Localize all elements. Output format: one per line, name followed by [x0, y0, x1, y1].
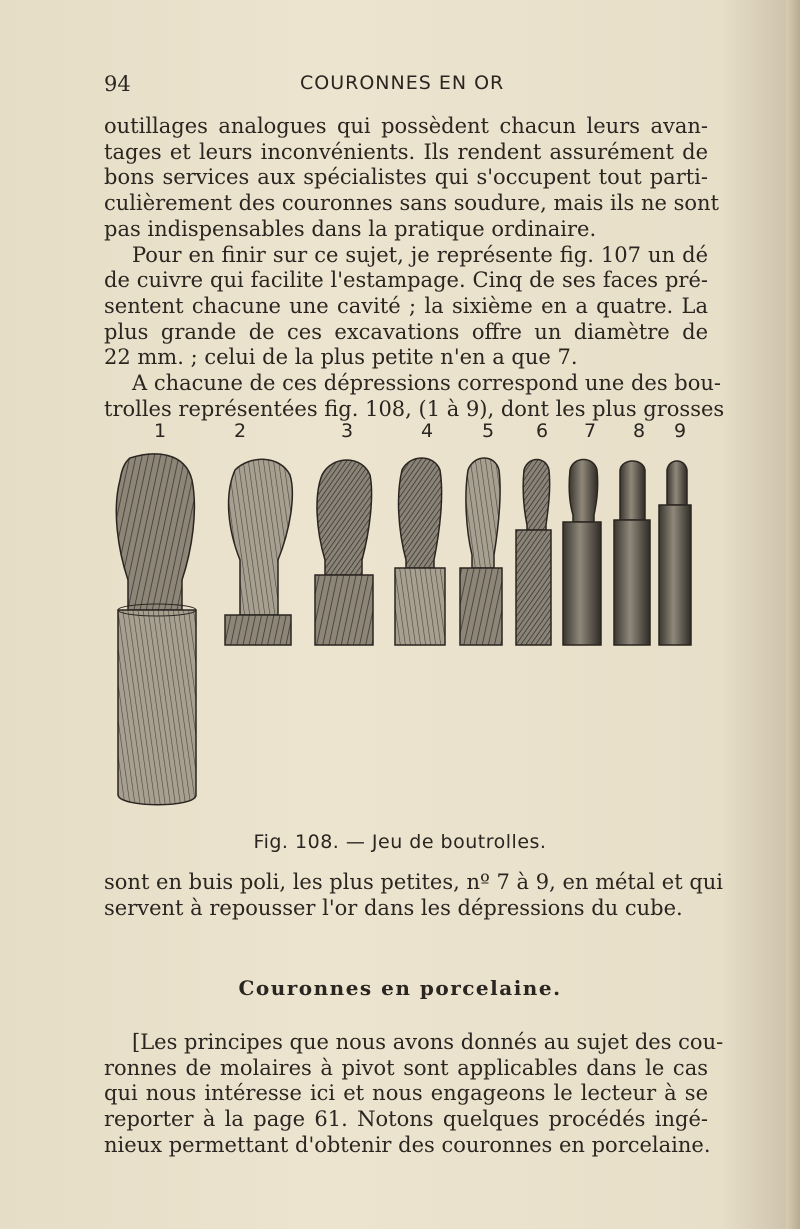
text-line: pas indispensables dans la pratique ordinaire.: [104, 216, 597, 241]
text-line: outillages analogues qui possèdent chacun leurs avan-: [104, 114, 708, 138]
text-line: nieux permettant d'obtenir des couronnes en porcelaine.: [104, 1132, 711, 1157]
text-block-top: [104, 114, 725, 422]
figure-number-label: 3: [340, 420, 354, 442]
text-line: plus grande de ces excavations offre un diamètre de: [104, 319, 708, 344]
text-line: ronnes de molaires à pivot sont applicables dans le cas: [104, 1055, 708, 1080]
figure-boutrolles: [100, 420, 710, 820]
boutrolle-1: [116, 454, 196, 805]
text-line: [Les principes que nous avons donnés au sujet des cou-: [132, 1030, 724, 1054]
figure-number-label: 5: [481, 420, 495, 442]
boutrolle-4: [395, 458, 445, 645]
section-heading: Couronnes en porcelaine.: [238, 976, 562, 1000]
figure-number-label: 1: [153, 420, 167, 442]
text-block-middle: [104, 870, 724, 921]
page-number: 94: [104, 72, 131, 96]
text-line: A chacune de ces dépressions correspond une des bou-: [132, 371, 722, 396]
text-line: Pour en finir sur ce sujet, je représente fig. 107 un dé: [132, 242, 708, 267]
boutrolle-7: [563, 460, 601, 646]
text-line: reporter à la page 61. Notons quelques procédés ingé-: [104, 1107, 708, 1132]
running-head: [104, 72, 708, 102]
figure-number-label: 7: [583, 420, 597, 442]
boutrolles-illustration: [100, 450, 710, 820]
text-line: servent à repousser l'or dans les dépressions du cube.: [104, 895, 683, 920]
figure-caption: Fig. 108. — Jeu de boutrolles.: [253, 831, 547, 853]
figure-number-label: 6: [535, 420, 549, 442]
figure-number-label: 4: [420, 420, 434, 442]
text-line: de cuivre qui facilite l'estampage. Cinq de ses faces pré-: [104, 268, 708, 293]
text-block-bottom: [104, 1030, 724, 1159]
boutrolle-2: [225, 459, 292, 645]
boutrolle-6: [516, 460, 551, 646]
figure-number-label: 2: [233, 420, 247, 442]
boutrolle-5: [460, 458, 502, 645]
text-line: culièrement des couronnes sans soudure, mais ils ne sont: [104, 191, 719, 216]
text-line: sont en buis poli, les plus petites, nº 7 à 9, en métal et qui: [104, 870, 724, 894]
figure-number-label: 9: [673, 420, 687, 442]
running-title: COURONNES EN OR: [300, 72, 505, 94]
text-line: sentent chacune une cavité ; la sixième en a quatre. La: [104, 293, 708, 318]
text-line: tages et leurs inconvénients. Ils rendent assurément de: [104, 139, 708, 164]
figure-number-label: 8: [632, 420, 646, 442]
page-edge: [786, 0, 800, 1229]
text-line: 22 mm. ; celui de la plus petite n'en a que 7.: [104, 345, 578, 370]
text-line: qui nous intéresse ici et nous engageons le lecteur à se: [104, 1081, 708, 1106]
boutrolle-9: [659, 461, 691, 645]
text-line: bons services aux spécialistes qui s'occupent tout parti-: [104, 165, 708, 190]
boutrolle-3: [315, 460, 373, 645]
text-line: trolles représentées fig. 108, (1 à 9), dont les plus grosses: [104, 396, 725, 421]
boutrolle-8: [614, 461, 650, 645]
